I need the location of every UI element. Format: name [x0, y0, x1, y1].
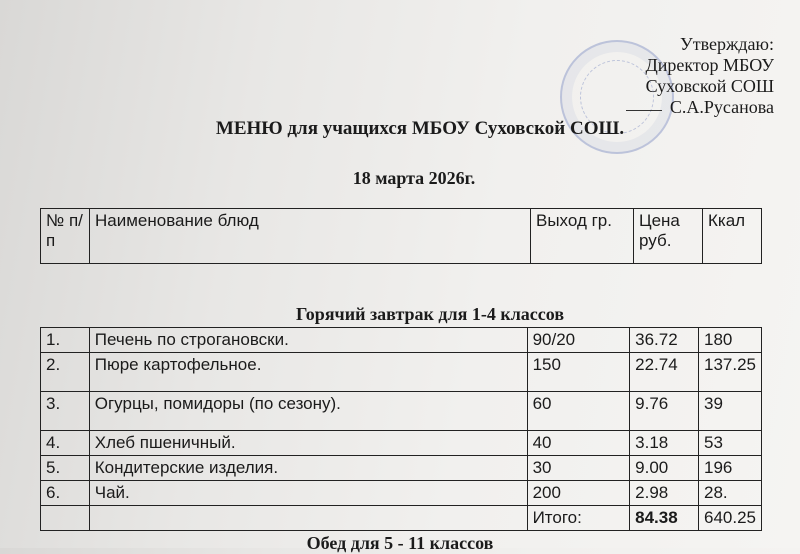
row-kcal: 137.25	[699, 353, 762, 392]
row-kcal: 53	[699, 431, 762, 456]
table-row	[41, 431, 762, 456]
row-price: 36.72	[630, 328, 699, 353]
row-output: 30	[527, 456, 630, 481]
total-empty-1	[41, 506, 90, 531]
row-price: 9.00	[630, 456, 699, 481]
row-name: Чай.	[89, 481, 527, 506]
row-price: 9.76	[630, 392, 699, 431]
header-num: № п/п	[41, 209, 90, 264]
row-num: 2.	[41, 353, 90, 392]
row-kcal: 196	[699, 456, 762, 481]
row-name: Огурцы, помидоры (по сезону).	[89, 392, 527, 431]
total-kcal: 640.25	[699, 506, 762, 531]
row-output: 200	[527, 481, 630, 506]
header-row	[41, 209, 762, 264]
total-empty-2	[89, 506, 527, 531]
row-name: Кондитерские изделия.	[89, 456, 527, 481]
total-row	[41, 506, 762, 531]
section-title: Горячий завтрак для 1-4 классов	[295, 304, 565, 324]
director-name: С.А.Русанова	[669, 97, 774, 117]
table-row	[41, 456, 762, 481]
row-num: 3.	[41, 392, 90, 431]
table-row	[41, 353, 762, 392]
approval-line-2: Директор МБОУ	[645, 55, 774, 75]
next-section-title: Обед для 5 - 11 классов	[306, 533, 494, 553]
row-name: Пюре картофельное.	[89, 353, 527, 392]
header-kcal: Ккал	[703, 209, 762, 264]
row-num: 4.	[41, 431, 90, 456]
approval-line-4	[626, 97, 774, 118]
row-output: 40	[527, 431, 630, 456]
row-price: 3.18	[630, 431, 699, 456]
table-row	[41, 481, 762, 506]
total-label: Итого:	[527, 506, 630, 531]
row-num: 1.	[41, 328, 90, 353]
approval-block	[626, 34, 774, 118]
menu-title: МЕНЮ для учащихся МБОУ Суховской СОШ.	[215, 118, 625, 139]
row-name: Хлеб пшеничный.	[89, 431, 527, 456]
row-num: 6.	[41, 481, 90, 506]
row-output: 150	[527, 353, 630, 392]
row-num: 5.	[41, 456, 90, 481]
row-kcal: 28.	[699, 481, 762, 506]
row-price: 22.74	[630, 353, 699, 392]
row-price: 2.98	[630, 481, 699, 506]
header-price: Цена руб.	[634, 209, 703, 264]
total-price: 84.38	[630, 506, 699, 531]
menu-header-table	[40, 208, 762, 264]
row-kcal: 39	[699, 392, 762, 431]
row-output: 60	[527, 392, 630, 431]
menu-date: 18 марта 2026г.	[352, 168, 476, 188]
approval-line-3: Суховской СОШ	[645, 76, 774, 96]
row-output: 90/20	[527, 328, 630, 353]
menu-table	[40, 327, 762, 531]
table-row	[41, 392, 762, 431]
row-kcal: 180	[699, 328, 762, 353]
approval-line-1: Утверждаю:	[679, 34, 774, 54]
header-output: Выход гр.	[531, 209, 634, 264]
signature-line	[626, 110, 662, 111]
header-name: Наименование блюд	[90, 209, 531, 264]
row-name: Печень по строгановски.	[89, 328, 527, 353]
table-row	[41, 328, 762, 353]
